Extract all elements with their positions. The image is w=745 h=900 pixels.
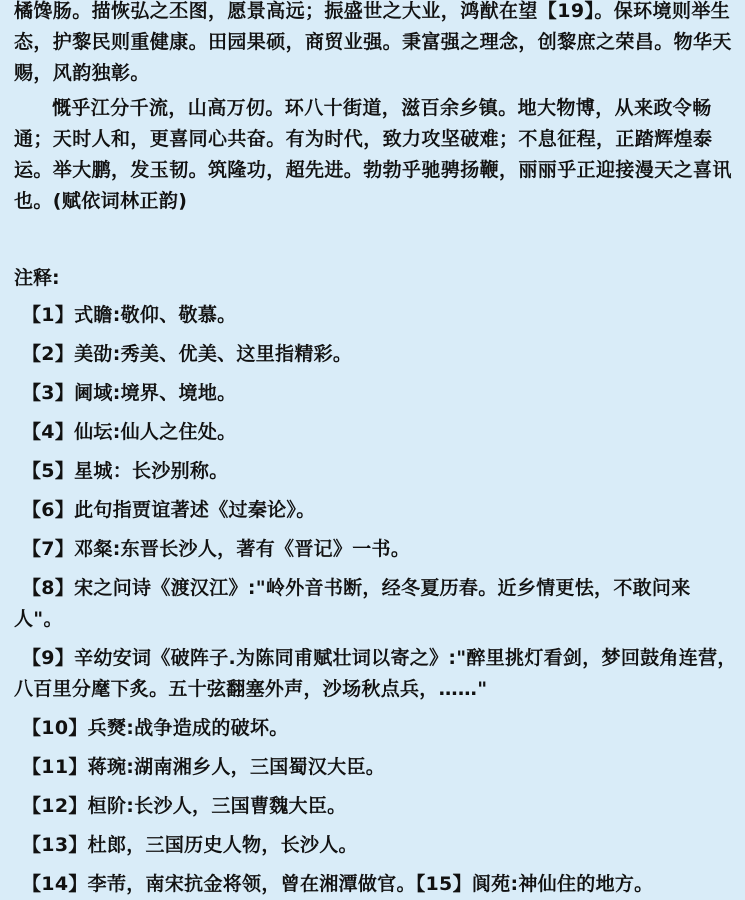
note-item-13: 【13】杜郎，三国历史人物，长沙人。 (22, 834, 358, 856)
note-item-2: 【2】美劭:秀美、优美、这里指精彩。 (22, 343, 353, 365)
note-item-7: 【7】邓粲:东晋长沙人，著有《晋记》一书。 (22, 538, 411, 560)
paragraph-1: 橘馋肠。描恢弘之丕图，愿景高远；振盛世之大业，鸿猷在望【19】。保环境则举生态，护黎民则重健康。田园果硕，商贸业强。秉富强之理念，创黎庶之荣昌。物华天赐，风韵独彰。 (14, 0, 732, 84)
note-item-8: 【8】宋之问诗《渡汉江》:"岭外音书断，经冬夏历春。近乡情更怯，不敢问来人"。 (14, 577, 691, 630)
note-item-5: 【5】星城：长沙别称。 (22, 460, 229, 482)
note-item-11: 【11】蒋琬:湖南湘乡人，三国蜀汉大臣。 (22, 756, 386, 778)
notes-heading: 注释: (14, 267, 60, 289)
note-item-4: 【4】仙坛:仙人之住处。 (22, 421, 237, 443)
notes-list (14, 300, 737, 900)
note-item-10: 【10】兵燹:战争造成的破坏。 (22, 717, 289, 739)
note-item-9: 【9】辛幼安词《破阵子.为陈同甫赋壮词以寄之》:"醉里挑灯看剑，梦回鼓角连营，八百里分麾下炙。五十弦翻塞外声，沙场秋点兵，……" (14, 647, 737, 700)
note-item-14: 【14】李芾，南宋抗金将领，曾在湘潭做官。【15】阆苑:神仙住的地方。 (22, 873, 654, 895)
note-item-1: 【1】式瞻:敬仰、敬慕。 (22, 304, 237, 326)
note-item-12: 【12】桓阶:长沙人，三国曹魏大臣。 (22, 795, 347, 817)
note-item-6: 【6】此句指贾谊著述《过秦论》。 (22, 499, 316, 521)
note-item-3: 【3】阃域:境界、境地。 (22, 382, 237, 404)
paragraph-2: 慨乎江分千流，山高万仞。环八十街道，滋百余乡镇。地大物博，从来政令畅通；天时人和，更喜同心共奋。有为时代，致力攻坚破难；不息征程，正踏辉煌泰运。举大鹏，发玉韧。筑隆功，超先进。勃勃乎驰骋扬鞭，丽丽乎正迎接漫天之喜讯也。(赋依词林正韵) (14, 97, 732, 212)
